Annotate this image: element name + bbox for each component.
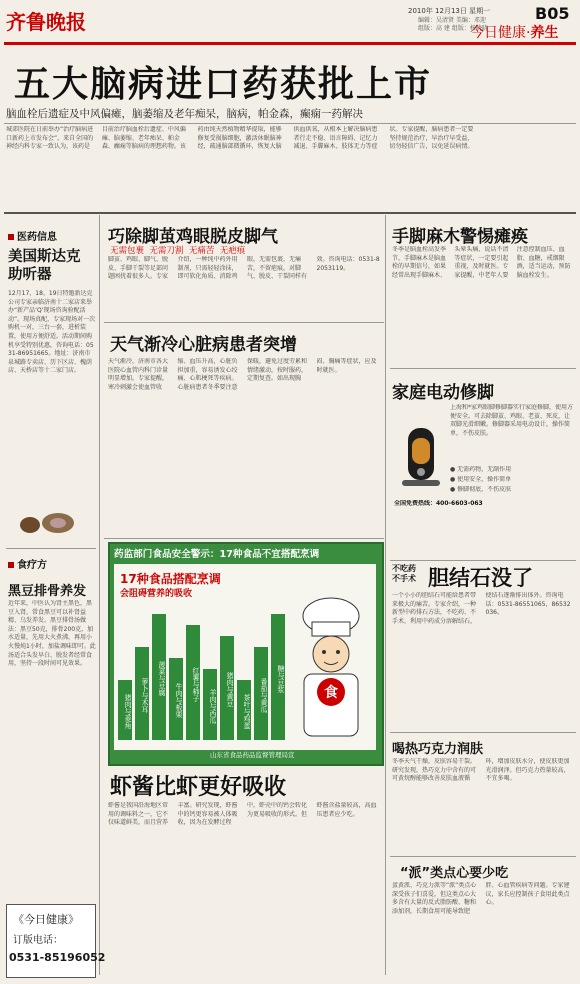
- medical-info-tag: 医药信息: [8, 228, 57, 243]
- chocolate-body: 冬季天气干燥，皮肤容易干裂。研究发现，热巧克力中含有的可可黄烷醇能够改善皮肤血液循环，增加皮肤水分，使皮肤更加光滑润泽。但巧克力热量较高，不宜多喝。: [392, 758, 570, 783]
- snack-title: “派”类点心要少吃: [400, 866, 509, 881]
- section-prefix: 今日健康·: [470, 25, 531, 41]
- numbness-title: 手脚麻木警惕瘫痪: [392, 227, 528, 247]
- lead-headline: 五大脑病进口药获批上市: [14, 64, 433, 105]
- pedicure-feature-1: ● 无需药物，无副作用: [450, 466, 512, 473]
- lead-rule: [4, 123, 576, 124]
- food-pair-bar: 红薯与柿子: [186, 625, 200, 740]
- food-safety-footer: 山东省食品药品监督管理局宣: [210, 751, 295, 759]
- center-rule-1: [104, 322, 384, 323]
- shrimp-article-body: 虾酱是我国沿海地区常用的调味料之一，它不仅味道鲜美，而且营养丰富。研究发现，虾酱中的钙更容易被人体吸收，因为在发酵过程中，虾壳中的钙会转化为更易吸收的形式。但虾酱含盐量较高，高血压患者应少吃。: [108, 802, 377, 827]
- food-safety-infographic: [108, 542, 384, 766]
- newspaper-logo: 齐鲁晚报: [6, 10, 86, 34]
- foot-care-sub-2: 无需刀割: [149, 246, 184, 256]
- right-rule-3: [390, 732, 576, 733]
- food-pair-bar: 糖与豆浆: [271, 614, 285, 740]
- pedicure-title: 家庭电动修脚: [392, 383, 494, 403]
- snack-body: 蛋黄派、巧克力派等“派”类点心深受孩子们喜爱，但这类点心大多含有大量的反式脂肪酸、糖和添加剂，长期食用可能导致肥胖、心血管疾病等问题。专家建议，家长应控制孩子食用此类点心。: [392, 882, 570, 915]
- foot-care-sub-3: 无痛苦: [188, 246, 215, 256]
- right-rule-4: [390, 856, 576, 857]
- pedicure-body: 上海和*家鸡眼脚修脚器实行家庭修脚，使用方便安全。可去除脚茧、鸡眼、老茧、死皮，让双脚光滑细嫩。修脚器采用电动设计，操作简单，不伤皮肤。: [450, 404, 574, 437]
- heart-article-title: 天气渐冷心脏病患者突增: [110, 335, 297, 355]
- subscription-label: 订版电话：: [13, 935, 63, 946]
- subscription-box: [6, 904, 106, 978]
- hearing-aid-image: [18, 505, 78, 541]
- left-rule-1: [6, 548, 96, 549]
- hearing-aid-title: 美国斯达克助听器: [8, 249, 81, 283]
- right-column-divider: [385, 215, 386, 975]
- food-safety-banner: 药监部门食品安全警示：17种食品不宜搭配烹调: [114, 549, 320, 560]
- food-pair-bar: 牛肉与板栗: [169, 658, 183, 740]
- gallstone-prefix: [392, 564, 416, 584]
- shrimp-article-title: 虾酱比虾更好吸收: [110, 775, 287, 800]
- center-rule-2: [104, 538, 384, 539]
- food-pair-bar: 番茄与黄瓜: [254, 647, 268, 740]
- svg-text:食: 食: [324, 685, 338, 701]
- masthead-rule: [4, 42, 576, 45]
- foot-care-sub-4: 无疤痕: [219, 246, 246, 256]
- diet-therapy-tag: 食疗方: [8, 556, 47, 571]
- chef-illustration: [290, 594, 372, 744]
- page-number: B05: [535, 4, 570, 23]
- masthead: [0, 0, 580, 40]
- lead-body: 城郊医院在日前举办“治疗脑病进口新药上市发布会”，来自全国的神经内科专家一致认为，该药是目前治疗脑血栓后遗症、中风偏瘫、脑萎缩、老年痴呆、帕金森、癫痫等脑病的理想药物。该药由纯天然植物精华提取，能够修复受损脑细胞，激活休眠脑神经，疏通脑部微循环，恢复大脑供血供氧，从根本上解决脑病患者行走不稳、语言障碍、记忆力减退、手脚麻木、肢体无力等症状。专家提醒，脑病患者一定要坚持规范治疗，早治疗早受益，切勿轻信广告，以免延误病情。: [6, 126, 474, 151]
- staff-credits-2: 组版：高 建 组版：杨晓晓: [418, 25, 488, 32]
- lead-bottom-rule: [4, 212, 576, 214]
- food-bars: [118, 602, 288, 740]
- food-pair-bar: 猪肉与菱角: [118, 680, 132, 740]
- gallstone-prefix-2: 不手术: [392, 574, 416, 583]
- pedicure-feature-2: ● 使用安全，操作简单: [450, 476, 512, 483]
- pedicure-hotline: 全国免费热线：400-6603-063: [394, 500, 483, 507]
- right-rule-1: [390, 368, 576, 369]
- recipe-body: 近年来，中医认为肾主黑色，黑豆入肾，常食黑豆可以补肾益精、乌发养发。黑豆排骨汤做法：黑豆50克，排骨200克，加水适量，先用大火煮沸，再用小火慢炖1小时，加盐调味即可。此汤适合头发早白、脱发者经常食用，坚持一段时间可见效果。: [8, 600, 96, 668]
- subscription-title: 《今日健康》: [13, 913, 79, 926]
- foot-care-subtitle: [110, 244, 245, 256]
- food-pair-bar: 菠菜与豆腐: [152, 614, 166, 740]
- issue-date: 2010年 12月13日 星期一: [408, 7, 491, 15]
- food-panel-subtitle: 会阻碍营养的吸收: [120, 589, 193, 599]
- gallstone-title: 胆结石没了: [428, 566, 533, 590]
- left-column-divider: [99, 215, 100, 975]
- pedicure-feature-3: ● 修脚彻底，不伤皮肤: [450, 486, 512, 493]
- gallstone-body: 一个小小的胆结石可能给患者带来极大的痛苦。专家介绍，一种新型中药排石方法，不吃药、不手术，利用中药成分溶解结石，使结石逐渐排出体外。咨询电话：0531-86551065，86532036。: [392, 592, 571, 625]
- food-pair-bar: 猪肉与黄豆: [220, 636, 234, 740]
- chocolate-title: 喝热巧克力润肤: [392, 742, 484, 757]
- section-title: [470, 22, 558, 42]
- food-pair-bar: 茶叶与鸡蛋: [237, 680, 251, 740]
- food-panel-title: 17种食品搭配烹调: [120, 572, 221, 586]
- lead-subhead: 脑血栓后遗症及中风偏瘫，脑萎缩及老年痴呆，脑病，帕金森，癫痫一药解决: [6, 108, 363, 120]
- foot-care-sub-1: 无需包裹: [110, 246, 145, 256]
- hearing-aid-body: 12月17、18、19日特邀新达克公司专家亲临济南十二家店来举办“新产品‘Q’现场咨询验配活动”。现场真配，专家现场对一次购机一对，三台一套，进析装置，使用方便舒适。活动期间购机享受特别优惠，咨询电话：0531-86951665。地址：济南市泉城路专卖店、历下区店、槐荫店、天桥店等十二家门店。: [8, 290, 96, 375]
- foot-care-title: 巧除脚茧鸡眼脱皮脚气: [108, 227, 278, 247]
- food-pair-bar: 羊肉与西瓜: [203, 669, 217, 740]
- heart-article-body: 天气渐冷，济南市各大医院心血管内科门诊量明显增加。专家提醒，寒冷刺激会使血管收缩、血压升高，心脏负担加重，容易诱发心绞痛、心肌梗死等疾病。心脏病患者冬季要注意保暖，避免过度劳累和情绪激动，按时服药，定期复查。如出现胸闷、胸痛等症状，应及时就医。: [108, 358, 377, 391]
- gallstone-prefix-1: 不吃药: [392, 564, 416, 573]
- staff-credits: 编辑：吴清贤 美编：邓迎: [418, 17, 486, 24]
- recipe-title: 黑豆排骨养发: [8, 584, 87, 599]
- right-rule-2: [390, 560, 576, 561]
- subscription-phone: 0531-85196052: [9, 951, 106, 964]
- food-safety-panel: [114, 564, 376, 750]
- pedicure-device-image: [394, 424, 448, 488]
- food-pair-bar: 萝卜与木耳: [135, 647, 149, 740]
- section-name: 养生: [530, 25, 559, 41]
- numbness-body: 冬季是脑血栓高发季节，手脚麻木是脑血栓的早期信号，如果经常出现手脚麻木、头晕头痛、说话不清等症状，一定要引起重视，及时就医。专家提醒，中老年人要注意控制血压、血脂、血糖，戒烟限酒，适当运动，预防脑血栓发生。: [392, 246, 571, 279]
- foot-care-body: 脚茧、鸡眼、脚气、脱皮、手脚干裂等足部问题困扰着很多人。专家介绍，一种纯中药外用制剂，只需轻轻涂抹，即可软化角质、消除鸡眼，无需包裹，无痛苦，不留疤痕，对脚气、脱皮、干裂同样有效。咨询电话：0531-82053119。: [108, 256, 380, 281]
